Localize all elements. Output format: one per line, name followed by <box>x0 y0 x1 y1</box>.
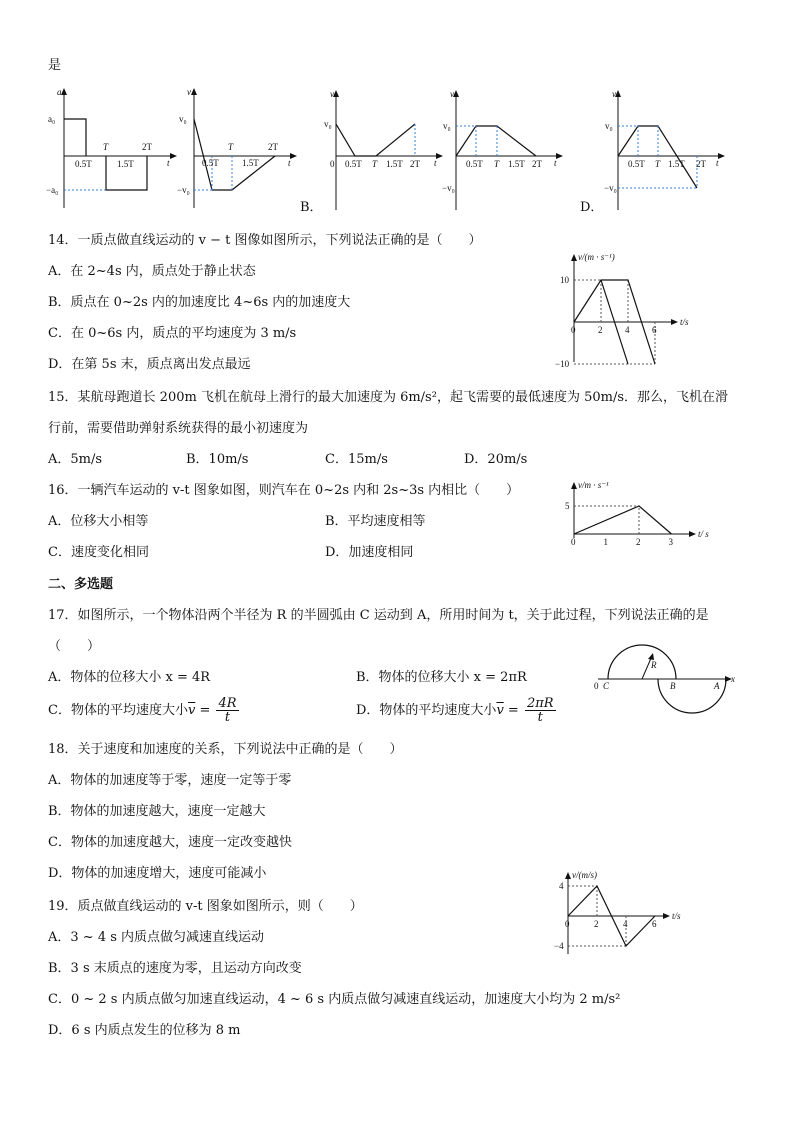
q15-option-c[interactable]: C．15m/s <box>325 452 388 467</box>
frac-numerator: 2πR <box>526 696 554 711</box>
axis-t-label: t <box>434 158 437 168</box>
q19-option-c[interactable]: C．0 ~ 2 s 内质点做匀加速直线运动，4 ~ 6 s 内质点做匀减速直线运动，加速度大小均为 2 m/s² <box>48 992 621 1007</box>
q14-option-c[interactable]: C．在 0~6s 内，质点的平均速度为 3 m/s <box>48 326 297 341</box>
radius-r-label: R <box>651 660 657 670</box>
q15-option-b[interactable]: B．10m/s <box>186 452 249 467</box>
q19-option-b[interactable]: B．3 s 末质点的速度为零，且运动方向改变 <box>48 961 302 976</box>
point-a-label: A <box>714 681 720 691</box>
frac-denominator: t <box>537 710 543 725</box>
v0-label: v₀ <box>443 121 451 131</box>
y-axis-label: v/(m/s) <box>572 870 597 880</box>
x-axis-arrow <box>663 913 670 919</box>
point-c-label: C <box>603 681 610 691</box>
q16-stem: 16．一辆汽车运动的 v-t 图象如图，则汽车在 0~2s 内和 2s~3s 内相比（ ） <box>48 483 520 498</box>
v0-label: v₀ <box>324 119 332 129</box>
vbar-symbol: $\overline{v}$ <box>187 703 196 718</box>
x-tick-label: 2 <box>598 325 603 335</box>
x-axis-label: t/ s <box>698 529 709 539</box>
q18-option-d[interactable]: D．物体的加速度增大，速度可能减小 <box>48 866 267 881</box>
x-tick-label: 4 <box>625 325 630 335</box>
tick-15T: 1.5T <box>386 159 403 169</box>
axis-v-label: v <box>187 87 191 97</box>
axis-t-label: t <box>716 158 719 168</box>
graph-option-b <box>322 88 446 212</box>
tick-15T: 1.5T <box>117 159 134 169</box>
q14-stem: 14．一质点做直线运动的 v − t 图像如图所示，下列说法正确的是（ ） <box>48 233 482 248</box>
tick-05T: 0.5T <box>202 158 219 168</box>
y-tick-label: −10 <box>555 359 570 369</box>
x-tick-label: 0 <box>565 919 570 929</box>
x-axis-label: t/s <box>680 317 689 327</box>
tick-2T: 2T <box>142 142 152 152</box>
q15-stem-line2: 行前，需要借助弹射系统获得的最小初速度为 <box>48 421 309 436</box>
q15-option-d[interactable]: D．20m/s <box>464 452 528 467</box>
graph-option-c <box>442 88 566 212</box>
vbar-symbol: $\overline{v}$ <box>496 703 504 718</box>
q16-option-c[interactable]: C．速度变化相同 <box>48 545 149 560</box>
frac-denominator: t <box>224 710 231 725</box>
tick-2T: 2T <box>268 142 278 152</box>
point-b-label: B <box>670 681 676 691</box>
fragment-text: 是 <box>48 58 62 73</box>
tick-05T: 0.5T <box>628 159 645 169</box>
v0-label: v₀ <box>179 114 187 124</box>
q14-option-d[interactable]: D．在第 5s 末，质点离出发点最远 <box>48 357 251 372</box>
x-tick-label: 2 <box>636 537 641 547</box>
x-tick-label: 3 <box>668 537 673 547</box>
section-title-multiple-choice: 二、多选题 <box>48 577 114 592</box>
q18-option-a[interactable]: A．物体的加速度等于零，速度一定等于零 <box>48 773 292 788</box>
axis-v-label: v <box>612 89 616 99</box>
tick-2T: 2T <box>532 159 542 169</box>
q16-option-b[interactable]: B．平均速度相等 <box>325 514 426 529</box>
q17-option-a[interactable]: A．物体的位移大小 x = 4R <box>48 670 211 685</box>
q17-option-c[interactable]: C．物体的平均速度大小$\overline{v}$ = $\frac{4R}{t}$ <box>48 696 237 725</box>
q15-stem-line1: 15．某航母跑道长 200m 飞机在航母上滑行的最大加速度为 6m/s²，起飞需要的最低速度为 50m/s．那么，飞机在滑 <box>48 390 728 405</box>
y-axis-arrow <box>571 482 577 489</box>
q18-option-c[interactable]: C．物体的加速度越大，速度一定改变越快 <box>48 835 292 850</box>
q18-option-b[interactable]: B．物体的加速度越大，速度一定越大 <box>48 804 266 819</box>
q19-vt-chart <box>554 868 694 958</box>
y-axis-arrow <box>565 872 571 879</box>
axis-v-label: v <box>450 89 454 99</box>
frac-numerator: 4R <box>218 696 237 711</box>
axis-t-label: t <box>167 158 170 168</box>
y-tick-label: 5 <box>565 501 570 511</box>
neg-v0-label: −v₀ <box>604 183 617 193</box>
option-b-label: B． <box>300 200 323 215</box>
q17-stem-line1: 17．如图所示，一个物体沿两个半径为 R 的半圆弧由 C 运动到 A，所用时间为 t，关于此过程，下列说法正确的是 <box>48 608 709 623</box>
option-d-label: D． <box>580 200 604 215</box>
x-axis-label: t/s <box>672 911 681 921</box>
q14-option-b[interactable]: B．质点在 0~2s 内的加速度比 4~6s 内的加速度大 <box>48 295 351 310</box>
graph-a-t <box>46 86 178 212</box>
q17-option-d[interactable]: D．物体的平均速度大小$\overline{v}$ = $\frac{2\pi R}{t}$ <box>356 696 554 725</box>
q15-option-a[interactable]: A．5m/s <box>48 452 103 467</box>
tick-05T: 0.5T <box>345 159 362 169</box>
q17-semicircle-diagram <box>590 646 740 708</box>
neg-v0-label: −v₀ <box>177 185 190 195</box>
neg-a0-label: −a₀ <box>46 185 59 195</box>
q17-option-d-text: D．物体的平均速度大小 <box>356 703 497 718</box>
q17-option-b[interactable]: B．物体的位移大小 x = 2πR <box>356 670 527 685</box>
graph-option-a <box>177 86 298 212</box>
series-line <box>574 506 672 534</box>
x-tick-label: 0 <box>571 325 576 335</box>
q17-option-d-fraction <box>525 697 556 724</box>
q14-vt-chart <box>548 246 708 369</box>
q17-option-c-fraction <box>216 697 238 724</box>
q14-option-a[interactable]: A．在 2~4s 内，质点处于静止状态 <box>48 264 256 279</box>
q16-option-d[interactable]: D．加速度相同 <box>325 545 414 560</box>
y-axis-arrow <box>571 254 577 261</box>
x-axis-arrow <box>689 531 696 537</box>
x-tick-label: 2 <box>594 919 599 929</box>
x-tick-label: 4 <box>623 919 628 929</box>
y-axis-label: v/m · s⁻¹ <box>578 480 609 490</box>
q19-stem: 19．质点做直线运动的 v-t 图象如图所示，则（ ） <box>48 899 363 914</box>
q19-option-a[interactable]: A．3 ~ 4 s 内质点做匀减速直线运动 <box>48 930 265 945</box>
tick-2T: 2T <box>696 159 706 169</box>
point-o-label: 0 <box>594 681 599 691</box>
x-tick-label: 0 <box>571 537 576 547</box>
q16-option-a[interactable]: A．位移大小相等 <box>48 514 149 529</box>
x-axis-arrow <box>671 319 678 325</box>
graph-option-d <box>604 88 728 212</box>
tick-T: T <box>655 159 661 169</box>
tick-T: T <box>372 159 378 169</box>
v0-label: v₀ <box>605 121 613 131</box>
x-tick-label: 6 <box>652 325 657 335</box>
x-tick-label: 6 <box>652 919 657 929</box>
x-tick-label: 1 <box>603 537 608 547</box>
tick-15T: 1.5T <box>508 159 525 169</box>
axis-a-label: a <box>57 87 62 97</box>
tick-2T: 2T <box>410 159 420 169</box>
q17-option-c-text: C．物体的平均速度大小 <box>48 703 188 718</box>
y-tick-label: 10 <box>560 275 569 285</box>
tick-T: T <box>103 142 109 152</box>
axis-t-label: t <box>288 158 291 168</box>
a0-label: a₀ <box>48 114 56 124</box>
q16-vt-chart <box>556 478 726 550</box>
tick-05T: 0.5T <box>466 159 483 169</box>
tick-15T: 1.5T <box>242 158 259 168</box>
tick-T: T <box>228 142 234 152</box>
tick-05T: 0.5T <box>75 159 92 169</box>
tick-T: T <box>494 159 500 169</box>
axis-x-label: x <box>731 674 735 684</box>
q19-option-d[interactable]: D．6 s 内质点发生的位移为 8 m <box>48 1023 241 1038</box>
y-axis-label: v/(m · s⁻¹) <box>578 252 615 262</box>
y-tick-label: −4 <box>554 941 564 951</box>
y-tick-label: 4 <box>559 881 564 891</box>
axis-v-label: v <box>330 89 334 99</box>
neg-v0-label: −v₀ <box>442 183 455 193</box>
q18-stem: 18．关于速度和加速度的关系，下列说法中正确的是（ ） <box>48 742 403 757</box>
q17-stem-line2: （ ） <box>48 639 101 654</box>
axis-t-label: t <box>554 158 557 168</box>
origin-label: 0 <box>330 159 335 169</box>
tick-15T: 1.5T <box>668 159 685 169</box>
